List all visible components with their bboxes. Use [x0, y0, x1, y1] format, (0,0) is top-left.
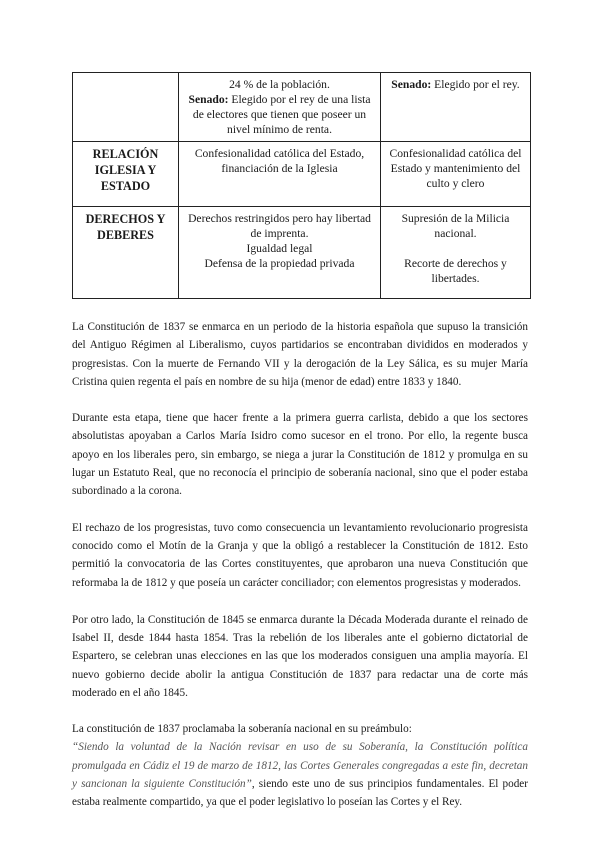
- cell-line: Defensa de la propiedad privada: [204, 257, 355, 270]
- document-page: [72, 72, 528, 812]
- paragraph-tail: , siendo este uno de sus principios fundamentales. El poder estaba realmente compartido, ya que el poder legislativo lo poseían las Cortes y el Rey.: [72, 777, 528, 809]
- cell-text: Elegido por el rey de una lista de electores que tienen que poseer un nivel mínimo de renta.: [192, 93, 371, 136]
- cell-1837-church: Confesionalidad católica del Estado, financiación de la Iglesia: [179, 142, 381, 207]
- cell-text: Elegido por el rey.: [431, 78, 520, 91]
- cell-line: Igualdad legal: [246, 242, 313, 255]
- cell-1845-rights: [381, 207, 531, 299]
- cell-1837-senate: [179, 73, 381, 142]
- row-header-empty: [73, 73, 179, 142]
- row-header-church-state: RELACIÓN IGLESIA Y ESTADO: [73, 142, 179, 207]
- cell-1845-senate: [381, 73, 531, 142]
- cell-1837-rights: [179, 207, 381, 299]
- cell-text: 24 % de la población.: [229, 78, 330, 91]
- cell-1845-church: Confesionalidad católica del Estado y mantenimiento del culto y clero: [381, 142, 531, 207]
- paragraph-progressives: El rechazo de los progresistas, tuvo como consecuencia un levantamiento revolucionario progresista conocido como el Motín de la Granja y que la obligó a restablecer la Constitución de 1812. Esto permitió la convocatoria de las Cortes constituyentes, que aprobaron una nueva Constitución que reformaba la de 1812 y que poseía un carácter conciliador; con elementos progresistas y moderados.: [72, 521, 528, 589]
- senate-label: Senado:: [391, 78, 432, 91]
- preamble-quote: “Siendo la voluntad de la Nación revisar en uso de su Soberanía, la Constitución política promulgada en Cádiz el 19 de marzo de 1812, las Cortes Generales congregadas a este fin, decretan y sancionan la siguiente Constitución”: [72, 741, 528, 790]
- table-row-rights: [73, 207, 531, 299]
- cell-line: Recorte de derechos y libertades.: [404, 257, 507, 285]
- senate-label: Senado:: [188, 93, 229, 106]
- cell-line: Derechos restringidos pero hay libertad de imprenta.: [188, 212, 371, 240]
- paragraph-carlist-war: Durante esta etapa, tiene que hacer frente a la primera guerra carlista, debido a que los sectores absolutistas apoyaban a Carlos María Isidro como sucesor en el trono. Por ello, la regente busca apoyo en los liberales pero, sin embargo, se niega a jurar la Constitución de 1812 y promulga en su lugar un Estatuto Real, que no reconocía el principio de soberanía nacional, sino que el poder estaba subordinado a la corona.: [72, 412, 528, 498]
- paragraph-sovereignty-lead: La constitución de 1837 proclamaba la soberanía nacional en su preámbulo:: [72, 723, 412, 736]
- row-header-rights: DERECHOS Y DEBERES: [73, 207, 179, 299]
- comparison-table: [72, 72, 531, 299]
- paragraph-context-1837: La Constitución de 1837 se enmarca en un periodo de la historia española que supuso la transición del Antiguo Régimen al Liberalismo, cuyos partidarios se encontraban divididos en moderados y progresistas. Con la muerte de Fernando VII y la derogación de la Ley Sálica, es su mujer María Cristina quien regenta el país en nombre de su hija (menor de edad) entre 1833 y 1840.: [72, 321, 528, 388]
- cell-line: Supresión de la Milicia nacional.: [401, 212, 510, 240]
- paragraph-sovereignty: [72, 738, 528, 811]
- paragraph-1845: Por otro lado, la Constitución de 1845 se enmarca durante la Década Moderada durante el reinado de Isabel II, desde 1844 hasta 1854. Tras la rebelión de los liberales ante el gobierno dictatorial de Espartero, se celebran unas elecciones en las que los moderados consiguen una amplia mayoría. El nuevo gobierno decide abolir la antigua Constitución de 1837 para redactar una de corte más moderado en el año 1845.: [72, 613, 528, 700]
- table-row-senate: [73, 73, 531, 142]
- table-row-church-state: [73, 142, 531, 207]
